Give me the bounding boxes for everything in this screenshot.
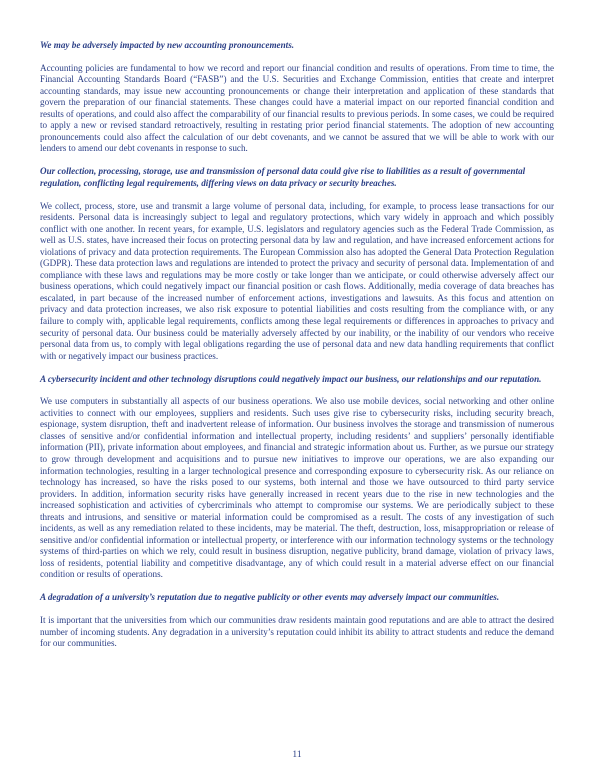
section-body-cybersecurity: We use computers in substantially all aspects of our business operations. We also use mobile devices, social networking and other online activities to connect with our employees, suppliers and residents. Such uses give rise to cybersecurity risks, including security breach, espionage, system disruption, theft and inadvertent release of information. Our business involves the storage and transmission of numerous classes of sensitive and/or confidential information and intellectual property, including residents’ and suppliers’ personally identifiable information (PII), private information about employees, and financial and strategic information about us. Further, as we pursue our strategy to grow through development and acquisitions and to pursue new initiatives to improve our operations, we are also expanding our information technologies, resulting in a larger technological presence and corresponding exposure to cybersecurity risk. As our reliance on technology has increased, so have the risks posed to our systems, both internal and those we have outsourced to third party service providers. In addition, information security risks have generally increased in recent years due to the rise in new technologies and the increased sophistication and activities of cybercriminals who attempt to compromise our systems. We are periodically subject to these threats and intrusions, and sensitive or material information could be compromised as a result. The costs of any investigation of such incidents, as well as any remediation related to these incidents, may be material. The theft, destruction, loss, misappropriation or release of sensitive and/or confidential information or intellectual property, or interference with our information technology systems or the technology systems of third-parties on which we rely, could result in business disruption, negative publicity, brand damage, violation of privacy laws, loss of residents, potential liability and competitive disadvantage, any of which could result in a material adverse effect on our financial condition or results of operations.	[40, 396, 554, 580]
section-heading-accounting: We may be adversely impacted by new accounting pronouncements.	[40, 40, 295, 50]
section-body-university-reputation: It is important that the universities from which our communities draw residents maintain good reputations and are able to attract the desired number of incoming students. Any degradation in a university’s reputation could inhibit its ability to attract students and reduce the demand for our communities.	[40, 615, 554, 649]
section-body-accounting: Accounting policies are fundamental to how we record and report our financial condition and results of operations. From time to time, the Financial Accounting Standards Board (“FASB”) and the U.S. Securities and Exchange Commission, entities that create and interpret accounting standards, may issue new accounting pronouncements or change their interpretation and application of these standards that govern the preparation of our financial statements. These changes could have a material impact on our reported financial condition and results of operations, and could also affect the comparability of our financial results to previous periods. In some cases, we could be required to apply a new or revised standard retroactively, resulting in restating prior period financial statements. The adoption of new accounting pronouncements could also affect the calculation of our debt covenants, and we cannot be assured that we will be able to work with our lenders to amend our debt covenants in response to such.	[40, 62, 554, 154]
section-heading-personal-data: Our collection, processing, storage, use and transmission of personal data could give rise to liabilities as a result of governmental regulation, conflicting legal requirements, differing views on data privacy or security breaches.	[40, 166, 526, 188]
section-heading-cybersecurity: A cybersecurity incident and other technology disruptions could negatively impact our business, our relationships and our reputation.	[40, 373, 542, 384]
page-number: 11	[292, 750, 302, 760]
section-body-personal-data: We collect, process, store, use and transmit a large volume of personal data, including, for example, to process lease transactions for our residents. Personal data is increasingly subject to legal and regulatory protections, which vary widely in approach and which possibly conflict with one another. In recent years, for example, U.S. legislators and regulatory agencies such as the Federal Trade Commission, as well as U.S. states, have increased their focus on protecting personal data by law and regulation, and have increased enforcement actions for violations of privacy and data protection requirements. The European Commission also has adopted the General Data Protection Regulation (GDPR). These data protection laws and regulations are intended to protect the privacy and security of personal data. Implementation of and compliance with these laws and regulations may be more costly or take longer than we anticipate, or could otherwise adversely affect our business operations, which could negatively impact our financial position or cash flows. Additionally, media coverage of data breaches has escalated, in part because of the increased number of enforcement actions, investigations and lawsuits. As this focus and attention on privacy and data protection increases, we also risk exposure to potential liabilities and costs resulting from the compliance with, or any failure to comply with, applicable legal requirements, conflicts among these legal requirements or differences in approaches to privacy and security of personal data. Our business could be materially adversely affected by our inability, or the inability of our vendors who receive personal data from us, to comply with legal obligations regarding the use of personal data and new data handling requirements that conflict with or negatively impact our business practices.	[40, 200, 554, 361]
document-page	[40, 40, 554, 661]
section-heading-university-reputation: A degradation of a university’s reputation due to negative publicity or other events may adversely impact our communities.	[40, 592, 500, 603]
